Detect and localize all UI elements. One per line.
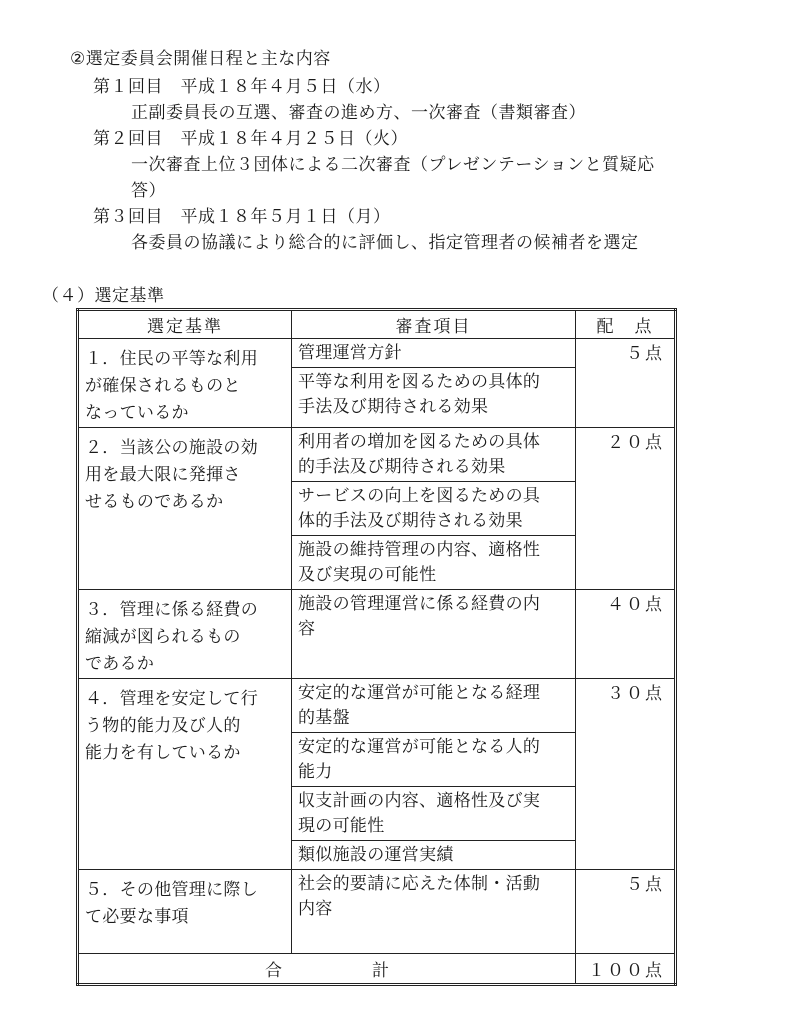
table-row (78, 339, 676, 428)
criteria-line: 能力を有しているか (85, 743, 241, 763)
total-row (78, 954, 676, 985)
schedule-heading: ②選定委員会開催日程と主な内容 (70, 49, 331, 69)
items-cell (292, 679, 576, 870)
review-item (292, 536, 575, 589)
items-cell (292, 870, 576, 954)
total-label-left: 合 (265, 961, 282, 981)
points-cell: ２０点 (576, 428, 676, 590)
item-line: 及び実現の可能性 (298, 565, 437, 585)
meeting-2-content-line-1: 一次審査上位３団体による二次審査（プレゼンテーションと質疑応 (131, 155, 655, 175)
criteria-line: であるか (85, 654, 155, 674)
criteria-line: 用を最大限に発揮さ (85, 465, 241, 485)
total-label-right: 計 (372, 961, 389, 981)
item-line: 安定的な運営が可能となる人的 (298, 737, 541, 757)
review-item (292, 870, 575, 953)
item-line: 安定的な運営が可能となる経理 (298, 683, 541, 703)
criteria-line: て必要な事項 (85, 907, 189, 927)
review-item (292, 339, 575, 368)
meeting-3-content: 各委員の協議により総合的に評価し、指定管理者の候補者を選定 (131, 233, 639, 253)
points-cell: ５点 (576, 870, 676, 954)
review-item (292, 368, 575, 421)
criteria-table (76, 308, 677, 986)
review-item (292, 679, 575, 733)
criteria-line: が確保されるものと (85, 376, 241, 396)
criteria-line: １．住民の平等な利用 (85, 349, 258, 369)
criteria-section-heading: （４）選定基準 (42, 286, 165, 306)
meeting-1-content: 正副委員長の互選、審査の進め方、一次審査（書類審査） (131, 103, 586, 123)
review-item (292, 733, 575, 787)
table-header-row (78, 310, 676, 339)
meeting-3-date: 第３回目 平成１８年５月１日（月） (93, 207, 391, 227)
criteria-line: ３．管理に係る経費の (85, 600, 258, 620)
header-items: 審査項目 (292, 310, 576, 339)
total-points: １００点 (576, 954, 676, 985)
items-cell (292, 428, 576, 590)
meeting-1-date: 第１回目 平成１８年４月５日（水） (93, 77, 391, 97)
total-label (78, 954, 576, 985)
item-line: サービスの向上を図るための具 (298, 486, 541, 506)
table-row (78, 428, 676, 590)
table-row (78, 870, 676, 954)
criteria-cell (78, 590, 292, 679)
item-line: 内容 (298, 899, 333, 919)
criteria-cell (78, 679, 292, 870)
points-cell: ５点 (576, 339, 676, 428)
item-line: 社会的要請に応えた体制・活動 (298, 874, 541, 894)
table-row (78, 679, 676, 870)
item-line: 体的手法及び期待される効果 (298, 511, 523, 531)
points-cell: ３０点 (576, 679, 676, 870)
points-cell: ４０点 (576, 590, 676, 679)
criteria-cell (78, 428, 292, 590)
criteria-line: せるものであるか (85, 492, 224, 512)
review-item (292, 590, 575, 643)
item-line: 的基盤 (298, 708, 350, 728)
items-cell (292, 590, 576, 679)
item-line: 施設の維持管理の内容、適格性 (298, 540, 541, 560)
criteria-line: ５．その他管理に際し (85, 880, 258, 900)
criteria-line: ４．管理を安定して行 (85, 689, 258, 709)
criteria-line: う物的能力及び人的 (85, 716, 241, 736)
header-points: 配 点 (576, 310, 676, 339)
header-criteria: 選定基準 (78, 310, 292, 339)
meeting-2-content-line-2: 答） (131, 181, 166, 201)
criteria-cell (78, 339, 292, 428)
item-line: 的手法及び期待される効果 (298, 457, 506, 477)
item-line: 容 (298, 619, 316, 639)
criteria-line: 縮減が図られるもの (85, 627, 241, 647)
item-line: 収支計画の内容、適格性及び実 (298, 791, 541, 811)
item-line: 管理運営方針 (298, 343, 402, 363)
review-item (292, 482, 575, 536)
criteria-line: なっているか (85, 403, 189, 423)
item-line: 現の可能性 (298, 816, 385, 836)
item-line: 手法及び期待される効果 (298, 397, 489, 417)
criteria-cell (78, 870, 292, 954)
item-line: 利用者の増加を図るための具体 (298, 432, 541, 452)
criteria-line: ２．当該公の施設の効 (85, 438, 258, 458)
review-item (292, 787, 575, 841)
item-line: 類似施設の運営実績 (298, 845, 454, 865)
item-line: 平等な利用を図るための具体的 (298, 372, 541, 392)
meeting-2-date: 第２回目 平成１８年４月２５日（火） (93, 129, 408, 149)
review-item (292, 428, 575, 482)
review-item (292, 841, 575, 869)
table-row (78, 590, 676, 679)
item-line: 施設の管理運営に係る経費の内 (298, 594, 541, 614)
items-cell (292, 339, 576, 428)
item-line: 能力 (298, 762, 333, 782)
